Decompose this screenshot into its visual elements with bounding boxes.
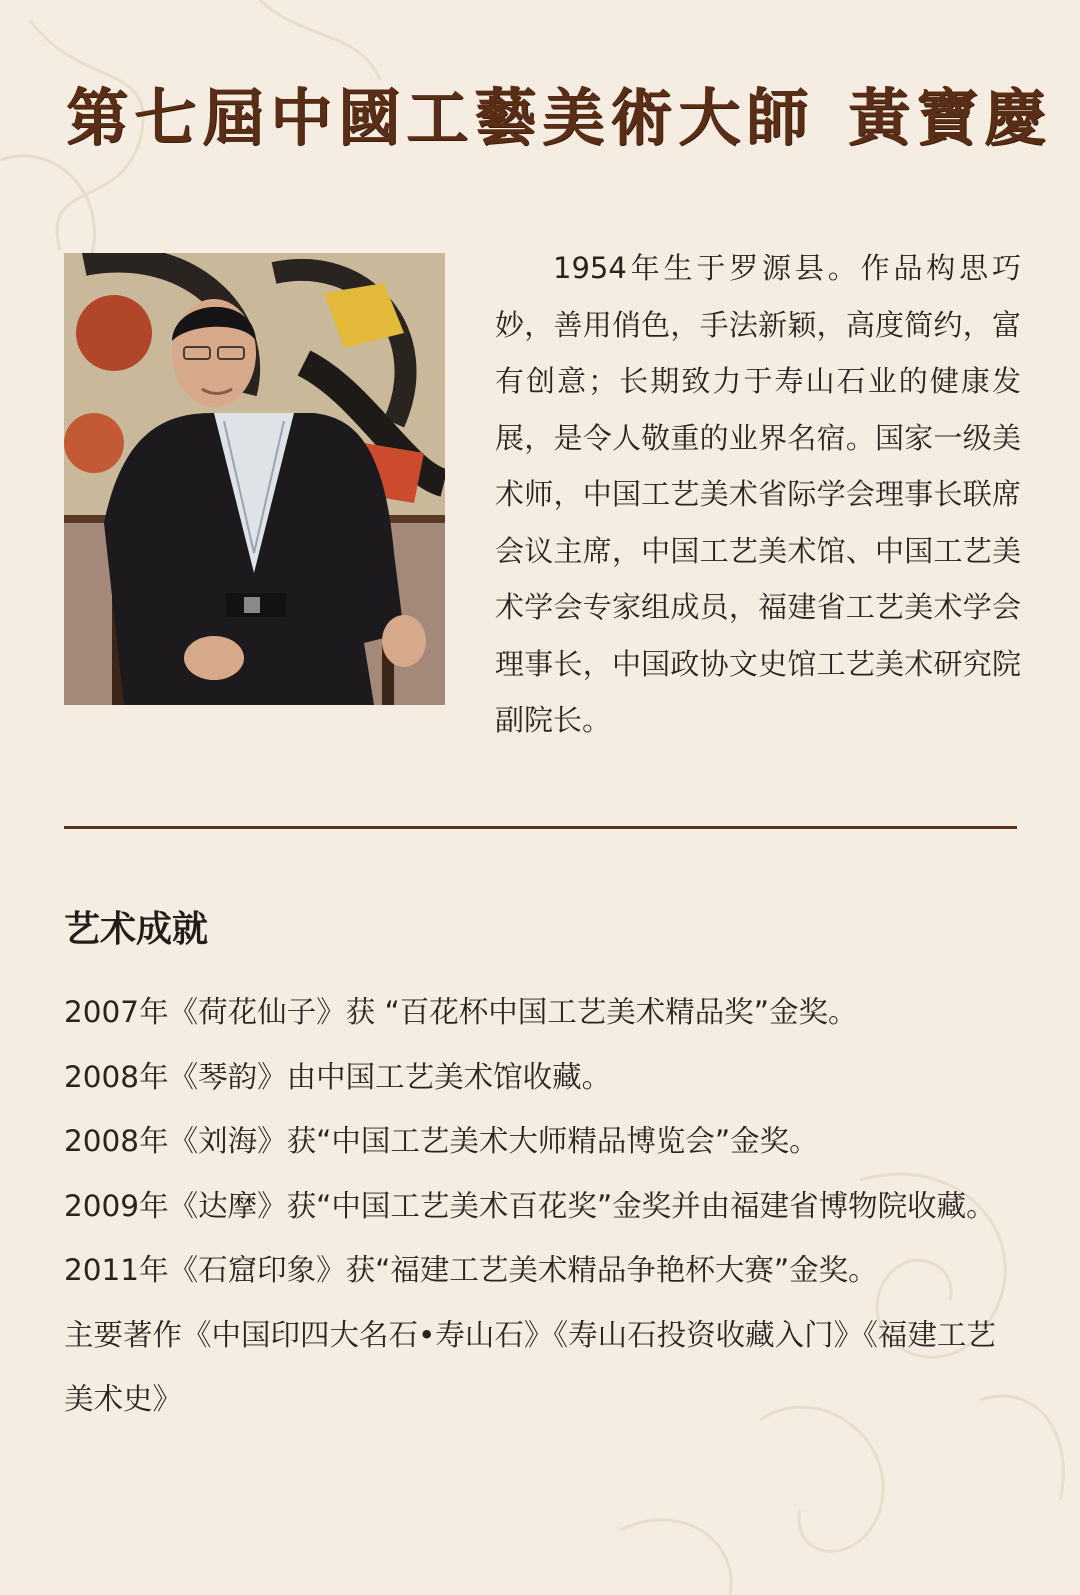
achievement-item: 2011年《石窟印象》获“福建工艺美术精品争艳杯大赛”金奖。	[64, 1253, 878, 1287]
achievement-item: 主要著作《中国印四大名石•寿山石》《寿山石投资收藏入门》《福建工艺美术史》	[64, 1317, 996, 1416]
achievement-item: 2008年《刘海》获“中国工艺美术大师精品博览会”金奖。	[64, 1124, 819, 1158]
achievement-item: 2008年《琴韵》由中国工艺美术馆收藏。	[64, 1059, 612, 1094]
section-divider	[64, 826, 1017, 829]
title-rank: 第七屆中國工藝美術大師	[66, 81, 815, 154]
achievement-item: 2009年《达摩》获“中国工艺美术百花奖”金奖并由福建省博物院收藏。	[64, 1188, 996, 1223]
title-name: 黃寶慶	[848, 81, 1053, 154]
bio-paragraph: 1954年生于罗源县。作品构思巧妙，善用俏色，手法新颖，高度简约，富有创意；长期致力于寿山石业的健康发展，是令人敬重的业界名宿。国家一级美术师，中国工艺美术省际学会理事长联席会议主席，中国工艺美术馆、中国工艺美术学会专家组成员，福建省工艺美术学会理事长，中国政协文史馆工艺美术研究院副院长。	[495, 251, 1021, 737]
page-title	[66, 78, 1053, 158]
achievements-heading: 艺术成就	[64, 909, 209, 950]
achievements-list	[64, 980, 1024, 1432]
portrait-photo	[64, 253, 445, 705]
achievement-item: 2007年《荷花仙子》获 “百花杯中国工艺美术精品奖”金奖。	[64, 995, 858, 1029]
portrait-illustration	[64, 253, 445, 705]
